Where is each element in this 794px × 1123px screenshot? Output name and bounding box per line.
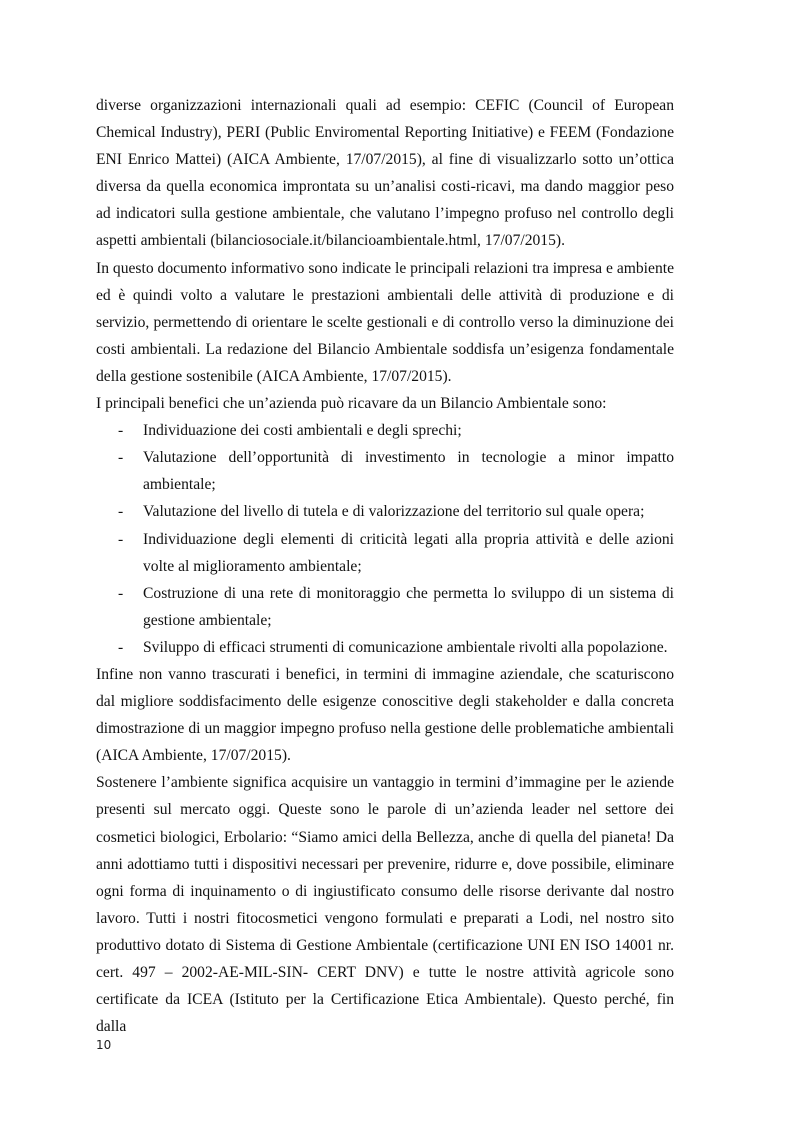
paragraph-erbolario-quote: Sostenere l’ambiente significa acquisire un vantaggio in termini d’immagine per le aziende presenti sul mercato oggi. Queste sono le parole di un’azienda leader nel settore dei cosmetici biologici, Erbolario: “Siamo amici della Bellezza, anche di quella del pianeta! Da anni adottiamo tutti i dispositivi necessari per prevenire, ridurre e, dove possibile, eliminare ogni forma di inquinamento o di ingiustificato consumo delle risorse derivante dal nostro lavoro. Tutti i nostri fitocosmetici vengono formulati e preparati a Lodi, nel nostro sito produttivo dotato di Sistema di Gestione Ambientale (certificazione UNI EN ISO 14001 nr. cert. 497 – 2002-AE-MIL-SIN- CERT DNV) e tutte le nostre attività agricole sono certificate da ICEA (Istituto per la Certificazione Etica Ambientale). Questo perché, fin dalla — [96, 774, 674, 1036]
bullet-dash: - — [118, 503, 124, 521]
bullet-dash: - — [118, 422, 124, 440]
document-body — [96, 92, 674, 1040]
list-item — [96, 417, 674, 444]
list-item — [96, 580, 674, 634]
list-item — [96, 634, 674, 661]
paragraph-image-benefits: Infine non vanno trascurati i benefici, in termini di immagine aziendale, che scaturiscono dal migliore soddisfacimento delle esigenze conoscitive degli stakeholder e dalla concreta dimostrazione di un maggior impegno profuso nella gestione delle problematiche ambientali (AICA Ambiente, 17/07/2015). — [96, 665, 674, 765]
bullet-dash: - — [118, 449, 124, 467]
bullet-dash: - — [118, 638, 124, 656]
list-item-text: Individuazione dei costi ambientali e degli sprechi; — [143, 422, 462, 440]
list-item-text: Individuazione degli elementi di criticità legati alla propria attività e delle azioni volte al miglioramento ambientale; — [143, 530, 674, 575]
paragraph-organizations: diverse organizzazioni internazionali quali ad esempio: CEFIC (Council of European Chemical Industry), PERI (Public Enviromental Reporting Initiative) e FEEM (Fondazione ENI Enrico Mattei) (AICA Ambiente, 17/07/2015), al fine di visualizzarlo sotto un’ottica diversa da quella economica improntata su un’analisi costi-ricavi, ma dando maggior peso ad indicatori sulla gestione ambientale, che valutano l’impegno profuso nel controllo degli aspetti ambientali (bilanciosociale.it/bilancioambientale.html, 17/07/2015). — [96, 97, 674, 250]
page-number: 10 — [96, 1038, 112, 1052]
paragraph-document-purpose: In questo documento informativo sono indicate le principali relazioni tra impresa e ambiente ed è quindi volto a valutare le prestazioni ambientali delle attività di produzione e di servizio, permettendo di orientare le scelte gestionali e di controllo verso la diminuzione dei costi ambientali. La redazione del Bilancio Ambientale soddisfa un’esigenza fondamentale della gestione sostenibile (AICA Ambiente, 17/07/2015). — [96, 259, 674, 385]
list-item-text: Valutazione del livello di tutela e di valorizzazione del territorio sul quale opera; — [143, 503, 645, 521]
list-item — [96, 444, 674, 498]
list-item-text: Sviluppo di efficaci strumenti di comunicazione ambientale rivolti alla popolazione. — [143, 638, 668, 656]
benefits-list — [96, 417, 674, 661]
list-item-text: Valutazione dell’opportunità di investimento in tecnologie a minor impatto ambientale; — [143, 449, 674, 494]
list-item-text: Costruzione di una rete di monitoraggio che permetta lo sviluppo di un sistema di gestione ambientale; — [143, 584, 674, 629]
bullet-dash: - — [118, 530, 124, 548]
list-item — [96, 498, 674, 525]
paragraph-benefits-intro: I principali benefici che un’azienda può ricavare da un Bilancio Ambientale sono: — [96, 395, 607, 413]
list-item — [96, 526, 674, 580]
bullet-dash: - — [118, 584, 124, 602]
